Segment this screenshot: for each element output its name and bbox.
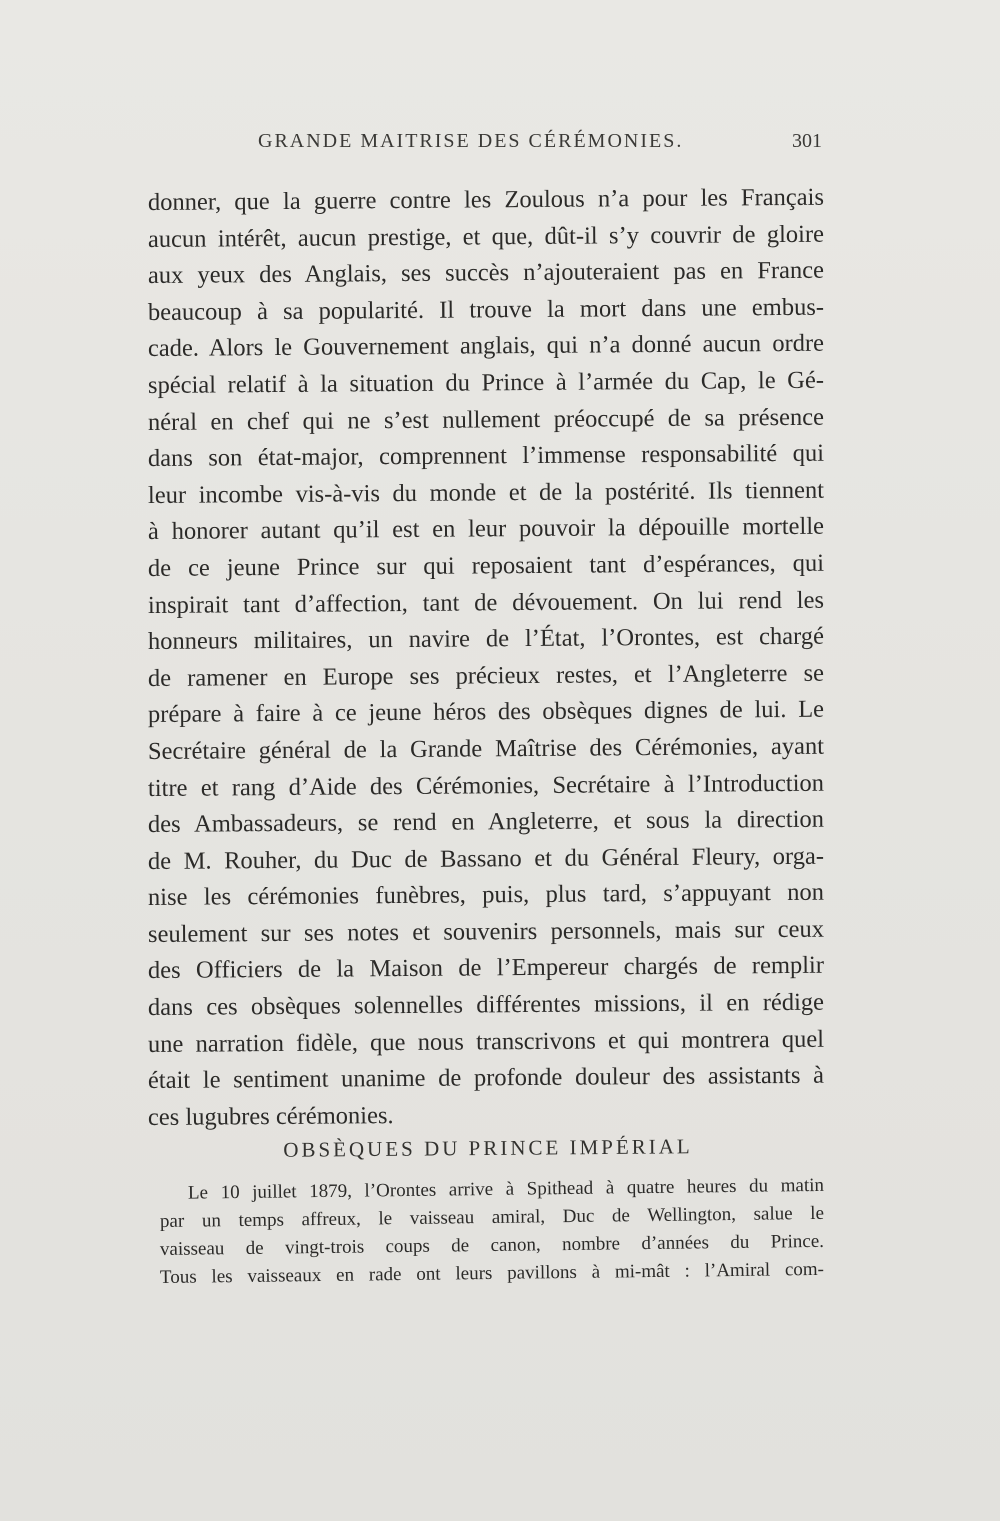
- text-line: à honorer autant qu’il est en leur pouvoir la dépouille mortelle: [147, 513, 825, 546]
- text-line: aucun intérêt, aucun prestige, et que, dût-il s’y couvrir de gloire: [147, 220, 825, 253]
- text-line: de ce jeune Prince sur qui reposaient tant d’espérances, qui: [147, 549, 825, 582]
- text-line: dans ces obsèques solennelles différentes missions, il en rédige: [147, 988, 825, 1022]
- text-line: était le sentiment unanime de profonde douleur des assistants à: [147, 1061, 825, 1095]
- running-head: [150, 130, 822, 164]
- section-paragraph: [159, 1174, 825, 1292]
- running-title: GRANDE MAITRISE DES CÉRÉMONIES.: [258, 130, 684, 152]
- text-line: inspirait tant d’affection, tant de dévouement. On lui rend les: [147, 586, 825, 619]
- text-line: beaucoup à sa popularité. Il trouve la mort dans une embus-: [147, 293, 825, 326]
- text-line: cade. Alors le Gouvernement anglais, qui n’a donné aucun ordre: [147, 330, 825, 363]
- text-line: ces lugubres cérémonies.: [147, 1101, 394, 1131]
- section-title: OBSÈQUES DU PRINCE IMPÉRIAL: [283, 1134, 693, 1162]
- page-number: 301: [792, 130, 822, 152]
- text-line: aux yeux des Anglais, ses succès n’ajouteraient pas en France: [147, 256, 825, 290]
- text-line: donner, que la guerre contre les Zoulous n’a pour les Français: [147, 183, 825, 216]
- text-line: spécial relatif à la situation du Prince à l’armée du Cap, le Gé-: [147, 366, 825, 399]
- text-line: nise les cérémonies funèbres, puis, plus tard, s’appuyant non: [147, 878, 825, 912]
- text-line: leur incombe vis-à-vis du monde et de la postérité. Ils tiennent: [147, 476, 825, 509]
- text-line: des Ambassadeurs, se rend en Angleterre, et sous la direction: [147, 805, 825, 839]
- small-text-line: par un temps affreux, le vaisseau amiral, Duc de Wellington, salue le: [159, 1202, 825, 1232]
- text-line: dans son état-major, comprennent l’immense responsabilité qui: [147, 439, 825, 473]
- main-paragraph: [148, 185, 824, 1136]
- text-line: de ramener en Europe ses précieux restes, et l’Angleterre se: [147, 659, 825, 692]
- text-line: prépare à faire à ce jeune héros des obsèques dignes de lui. Le: [147, 696, 825, 729]
- text-line: des Officiers de la Maison de l’Empereur chargés de remplir: [147, 952, 825, 985]
- text-line: titre et rang d’Aide des Cérémonies, Secrétaire à l’Introduction: [147, 769, 825, 802]
- text-line: honneurs militaires, un navire de l’État, l’Orontes, est chargé: [147, 622, 825, 656]
- small-text-line: vaisseau de vingt-trois coups de canon, nombre d’années du Prince.: [159, 1230, 825, 1260]
- text-line: de M. Rouher, du Duc de Bassano et du Général Fleury, orga-: [147, 842, 825, 875]
- small-text-line: Le 10 juillet 1879, l’Orontes arrive à Spithead à quatre heures du matin: [187, 1174, 825, 1204]
- small-text-line: Tous les vaisseaux en rade ont leurs pavillons à mi-mât : l’Amiral com-: [159, 1258, 825, 1288]
- text-line: seulement sur ses notes et souvenirs personnels, mais sur ceux: [147, 915, 825, 948]
- text-line: une narration fidèle, que nous transcrivons et qui montrera quel: [147, 1025, 825, 1058]
- text-line: Secrétaire général de la Grande Maîtrise des Cérémonies, ayant: [147, 732, 825, 765]
- text-line: néral en chef qui ne s’est nullement préoccupé de sa présence: [147, 403, 825, 436]
